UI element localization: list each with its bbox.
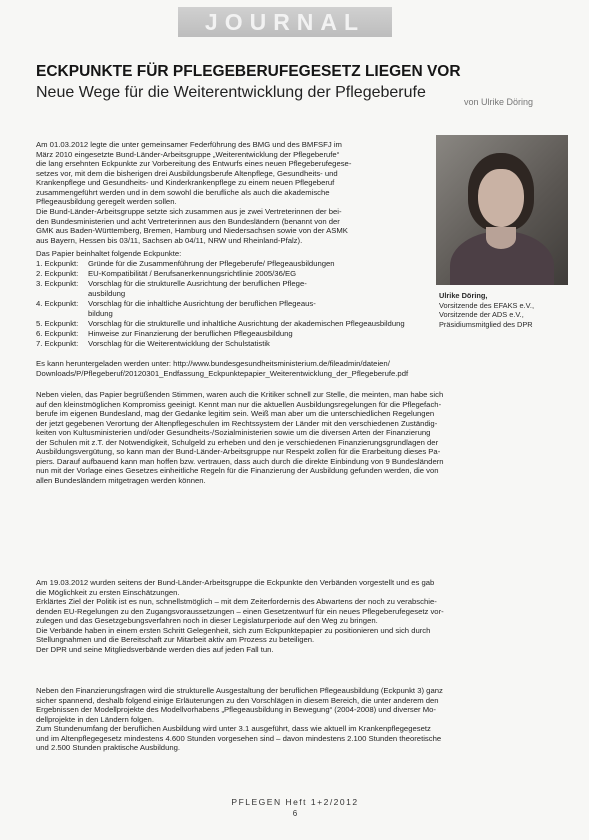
footer-journal-issue: PFLEGEN Heft 1+2/2012	[231, 797, 359, 807]
list-item-number: 1. Eckpunkt:	[36, 259, 79, 268]
caption-line: Vorsitzende des EFAKS e.V.,	[439, 300, 535, 310]
text-line: aus Bayern, Hessen bis 03/11, Sachsen ab 04/11, NRW und Rheinland-Pfalz).	[36, 235, 303, 245]
text-line: der jetzt gegebenen Verortung der Altenpflegeschulen im Rechtssystem der Länder mit den verschiedenen Zuständig-	[36, 418, 438, 428]
text-line: keiten von Kultusministerien und/oder Gesundheits-/Sozialministerien sowie um die diversen Arten der Finanzierung	[36, 428, 431, 438]
text-line: GMK aus Baden-Württemberg, Bremen, Hamburg und Niedersachsen sowie von der ASMK	[36, 226, 348, 236]
text-line: auf den kleinstmöglichen Kompromiss geeinigt. Kennt man nur die aktuellen Ausbildungsregelungen für die Pflegefach-	[36, 399, 442, 409]
list-item-number: 4. Eckpunkt:	[36, 299, 79, 308]
list-item-text: Vorschlag für die strukturelle und inhaltliche Ausrichtung der akademischen Pflegeausbildung	[88, 319, 405, 328]
text-line: denden EU-Regelungen zu den Zugangsvoraussetzungen – einen Gesetzentwurf für ein neues Pflegeberufegesetz vor-	[36, 606, 444, 616]
article-subtitle: Neue Wege für die Weiterentwicklung der Pflegeberufe	[36, 84, 426, 101]
list-item-text: Gründe für die Zusammenführung der Pflegeberufe/ Pflegeausbildungen	[88, 259, 335, 268]
download-url-line[interactable]: Es kann heruntergeladen werden unter: http://www.bundesgesundheitsministerium.de/fileadmin/dateien/	[36, 359, 390, 368]
text-line: Neben vielen, das Papier begrüßenden Stimmen, waren auch die Kritiker schnell zur Stelle, die meinten, man habe sich	[36, 390, 444, 399]
download-url-line[interactable]: Downloads/P/Pflegeberuf/20120301_Endfassung_Eckpunktepapier_Weiterentwicklung_der_Pflegeberufe.pdf	[36, 368, 409, 378]
text-line: und 2.500 Stunden praktische Ausbildung.	[36, 743, 181, 753]
paragraph-timeline	[36, 578, 576, 654]
caption-line: Vorsitzende der ADS e.V.,	[439, 310, 524, 320]
text-line: Die Verbände haben in einem ersten Schritt Gelegenheit, sich zum Eckpunktepapier zu positionieren und sich durch	[36, 625, 431, 635]
text-line: zulegen und das Gesetzgebungsverfahren noch in dieser Legislaturperiode auf den Weg zu bringen.	[36, 616, 378, 626]
caption-name: Ulrike Döring,	[439, 291, 488, 300]
list-item-text: bildung	[88, 309, 113, 318]
text-line: sicher spannend, deshalb folgend einige Erläuterungen zu den Vorschlägen in diesem Bereich, die unter anderem den	[36, 695, 439, 705]
caption-line: Präsidiumsmitglied des DPR	[439, 319, 533, 329]
text-line: Pflegeausbildung geregelt werden sollen.	[36, 197, 177, 207]
text-line: die lang ersehnten Eckpunkte zur Vorbereitung des Entwurfs eines neuen Pflegeberufegese-	[36, 159, 352, 169]
list-intro: Das Papier beinhaltet folgende Eckpunkte:	[36, 249, 182, 258]
journal-header-bar	[178, 7, 392, 37]
paragraph-working-group	[36, 207, 434, 245]
text-line: Krankenpflege und Gesundheits- und Kinderkrankenpflege zu einem neuen Pflegeberuf	[36, 178, 335, 188]
download-note	[36, 359, 576, 378]
text-line: Ausbildungsvergütung, so kann man der Bund-Länder-Arbeitsgruppe nur Respekt zollen für die Erarbeitung dieses Pa-	[36, 447, 441, 457]
text-line: den Bundesministerien und acht Vertreterinnen aus den Bundesländern (benannt von der	[36, 216, 340, 226]
text-line: März 2010 eingesetzte Bund-Länder-Arbeitsgruppe „Weiterentwicklung der Pflegeberufe“	[36, 149, 340, 159]
text-line: Neben den Finanzierungsfragen wird die strukturelle Ausgestaltung der beruflichen Pflegeausbildung (Eckpunkt 3) ganz	[36, 686, 443, 695]
article-byline: von Ulrike Döring	[464, 97, 534, 107]
article-title: ECKPUNKTE FÜR PFLEGEBERUFEGESETZ LIEGEN VOR	[36, 63, 461, 80]
text-line: Am 01.03.2012 legte die unter gemeinsamer Federführung des BMG und des BMFSFJ im	[36, 140, 342, 149]
list-item-number: 6. Eckpunkt:	[36, 329, 79, 338]
text-line: Die Bund-Länder-Arbeitsgruppe setzte sich zusammen aus je zwei Vertreterinnen der bei-	[36, 207, 342, 216]
text-line: zusammengeführt werden und in dem sowohl die berufliche als auch die akademische	[36, 187, 330, 197]
list-item-text: ausbildung	[88, 289, 126, 298]
journal-label: JOURNAL	[204, 9, 366, 35]
text-line: allen Bundesländern mitgetragen werden können.	[36, 475, 206, 485]
text-line: Der DPR und seine Mitgliedsverbände werden dies auf jeden Fall tun.	[36, 644, 274, 654]
list-item-number: 2. Eckpunkt:	[36, 269, 79, 278]
text-line: und im Altenpflegegesetz mindestens 4.600 Stunden vorgesehen sind – davon mindestens 2.100 Stunden theoretische	[36, 733, 442, 743]
text-line: Erklärtes Ziel der Politik ist es nun, schnellstmöglich – mit dem Zeiterfordernis des Abwartens der noch zu verabschie-	[36, 597, 437, 607]
list-item-text: Vorschlag für die strukturelle Ausrichtung der beruflichen Pflege-	[88, 279, 307, 288]
paragraph-structure	[36, 686, 576, 753]
text-line: die Möglichkeit zu ersten Einschätzungen.	[36, 587, 180, 597]
text-line: nun mit der Vorlage eines Gesetzes einheitliche Regeln für die Finanzierung der Ausbildung gefunden werden, die von	[36, 466, 439, 476]
paragraph-intro	[36, 140, 434, 207]
list-item-number: 3. Eckpunkt:	[36, 279, 79, 288]
text-line: der Schulen mit z.T. der Notwendigkeit, Schulgeld zu erheben und den je verschiedenen Finanzierungsgrundlagen der	[36, 437, 439, 447]
text-line: Ergebnissen der Modellprojekte des Modellvorhabens „Pflegeausbildung in Bewegung“ (2004-2008) und diverser Mo-	[36, 705, 436, 715]
text-line: dellprojekte in den Ländern folgen.	[36, 714, 154, 724]
list-item-number: 5. Eckpunkt:	[36, 319, 79, 328]
text-line: berufe im eigenen Bundesland, mag der Gedanke legitim sein. Weiß man aber um die unterschiedlichen Regelungen	[36, 409, 435, 419]
list-item-text: Vorschlag für die inhaltliche Ausrichtung der beruflichen Pflegeaus-	[88, 299, 316, 308]
text-line: setzes vor, mit dem die bisherigen drei Ausbildungsberufe Altenpflege, Gesundheits- und	[36, 168, 338, 178]
list-item-text: Vorschlag für die Weiterentwicklung der Schulstatistik	[88, 339, 270, 348]
list-item-text: EU-Kompatibilität / Berufsanerkennungsrichtlinie 2005/36/EG	[88, 269, 297, 278]
text-line: Am 19.03.2012 wurden seitens der Bund-Länder-Arbeitsgruppe die Eckpunkte den Verbänden vorgestellt und es gab	[36, 578, 435, 587]
text-line: Stellungnahmen und die Bereitschaft zur Mitarbeit aktiv am Prozess zu beteiligen.	[36, 635, 315, 645]
text-line: piers. Darauf aufbauend kann man hoffen bzw. vertrauen, dass auch durch die direkte Einbindung von 9 Bundesländern	[36, 456, 444, 466]
list-item-text: Hinweise zur Finanzierung der beruflichen Pflegeausbildung	[88, 329, 293, 338]
paragraph-reactions	[36, 390, 576, 485]
text-line: Zum Stundenumfang der beruflichen Ausbildung wird unter 3.1 ausgeführt, dass wie aktuell im Krankenpflegegesetz	[36, 724, 431, 734]
page-number: 6	[292, 809, 298, 818]
list-item-number: 7. Eckpunkt:	[36, 339, 79, 348]
